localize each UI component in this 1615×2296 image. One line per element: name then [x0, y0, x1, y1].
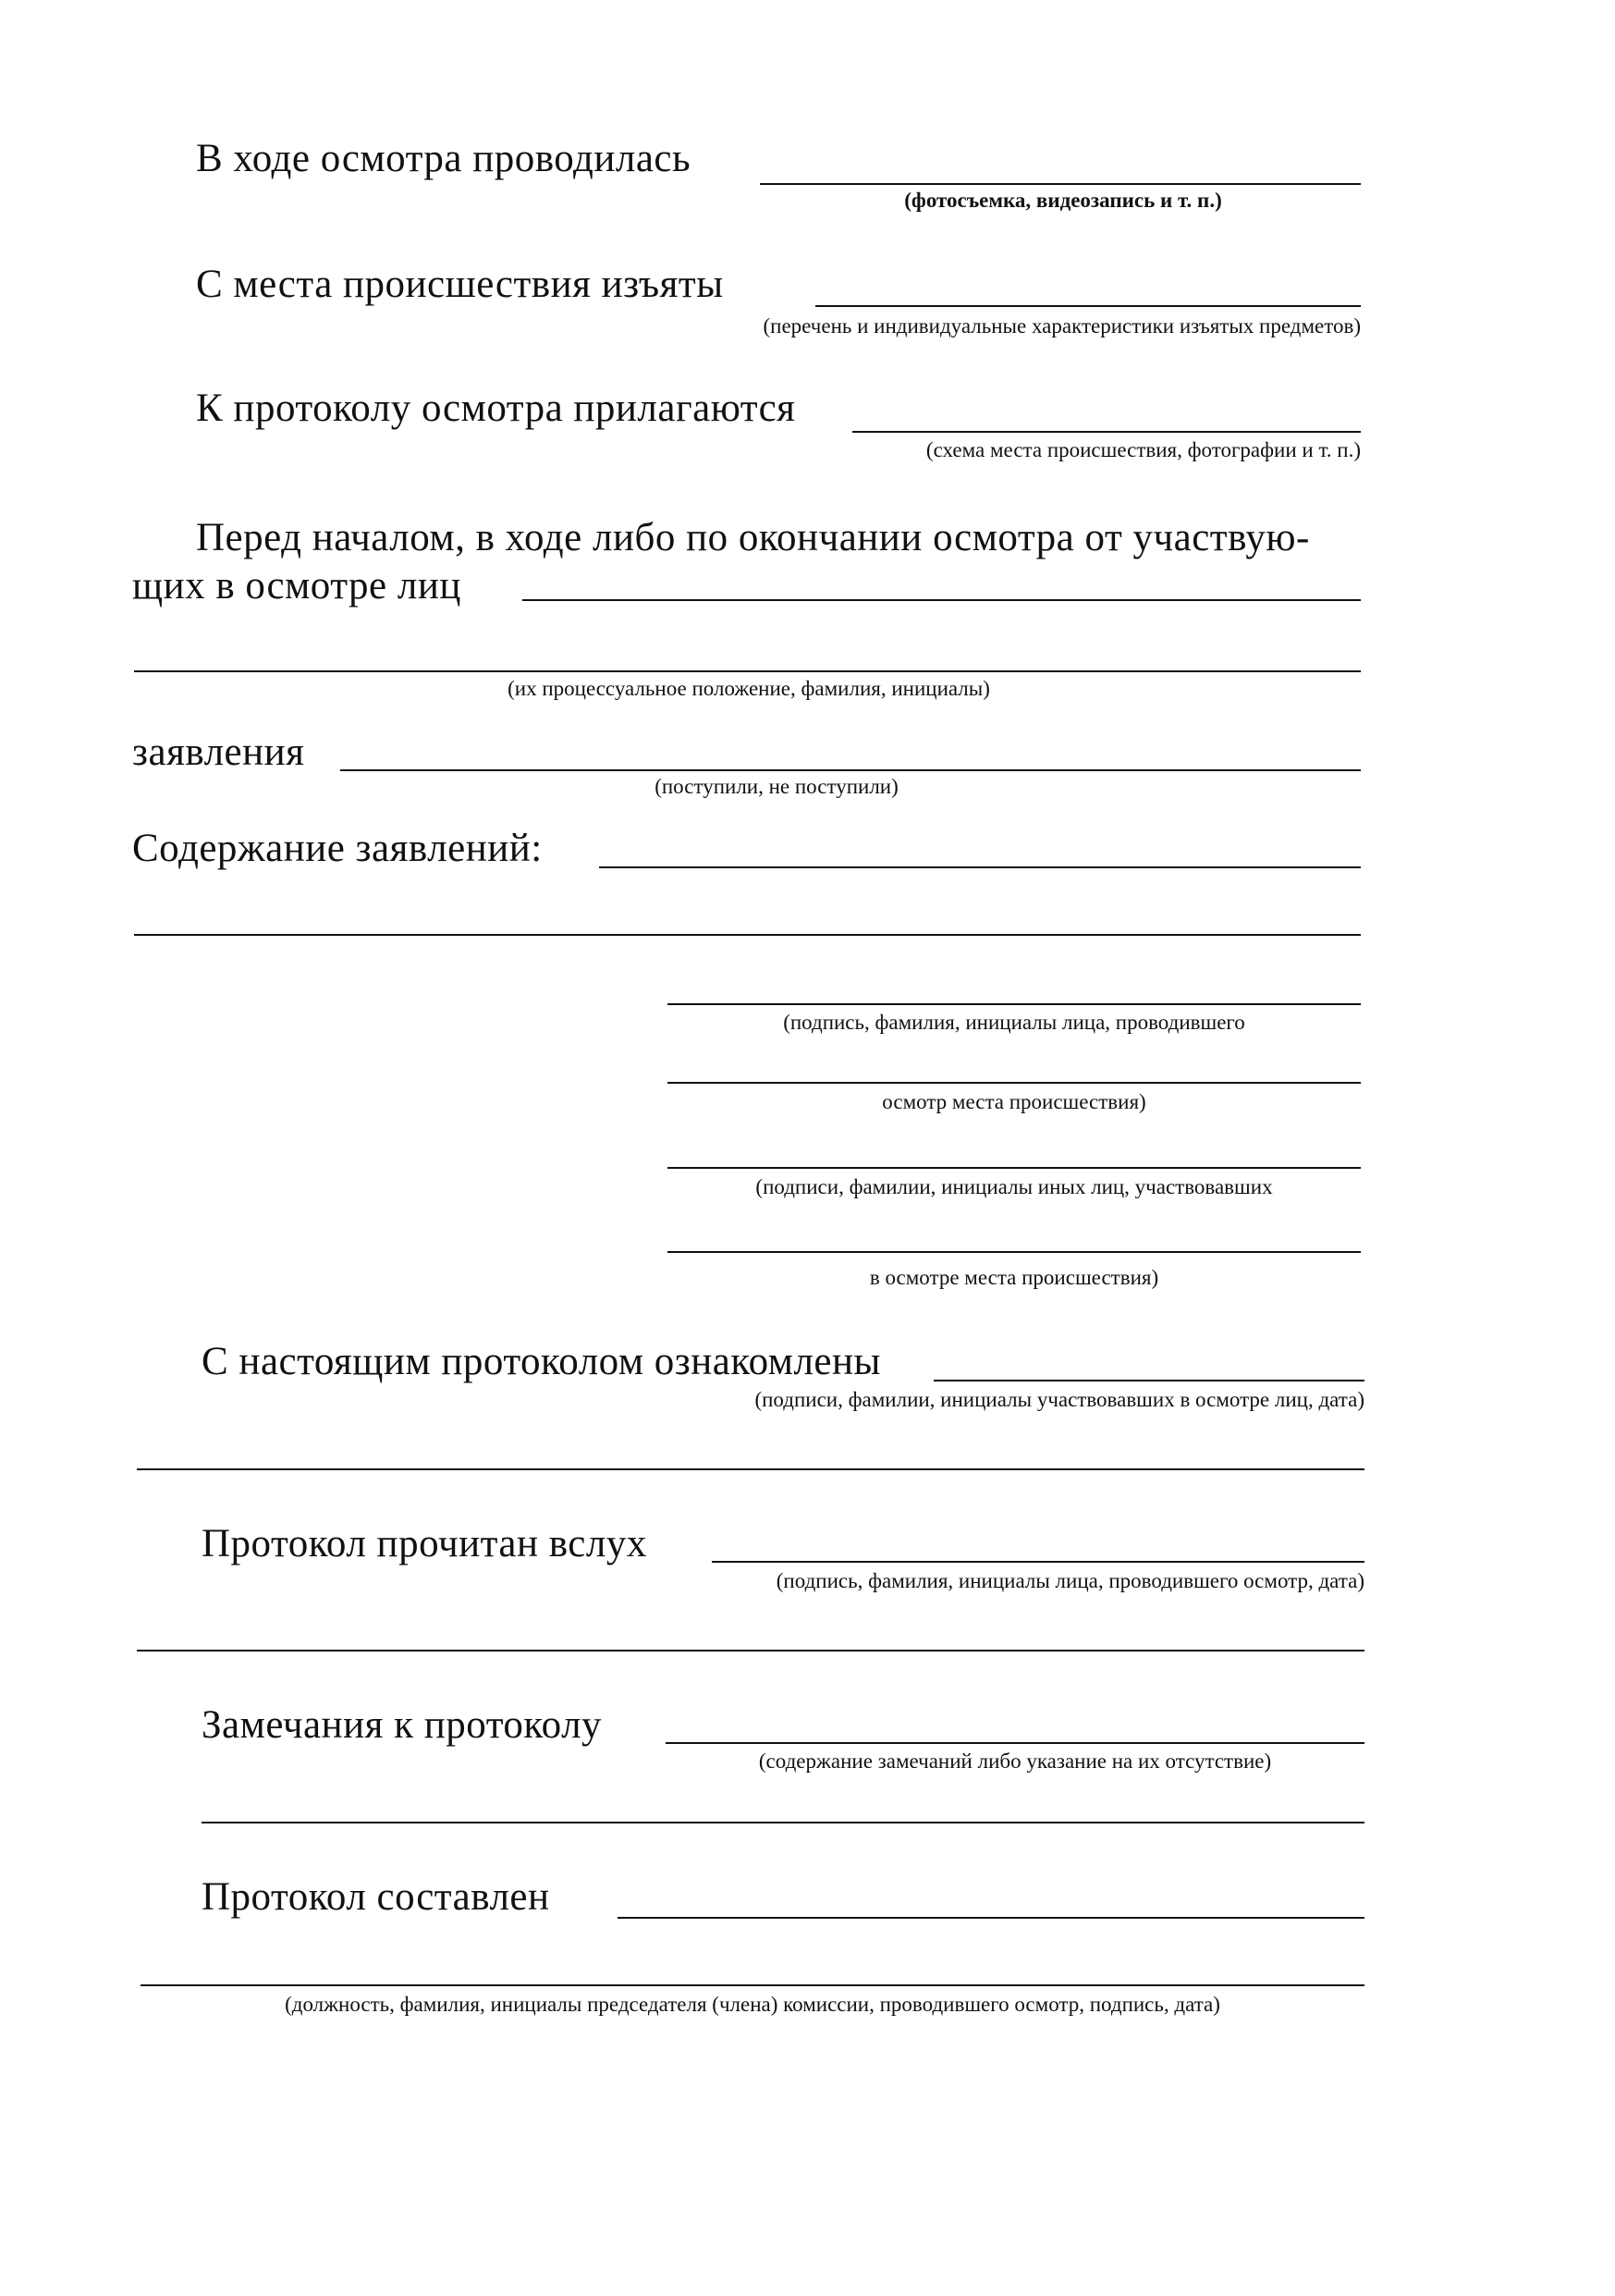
- compiled-label: Протокол составлен: [202, 1875, 550, 1919]
- attached-line[interactable]: [852, 431, 1361, 433]
- statements-line[interactable]: [340, 769, 1361, 771]
- shooting-caption: (фотосъемка, видеозапись и т. п.): [904, 189, 1222, 212]
- inspector-caption-2: осмотр места происшествия): [882, 1090, 1146, 1113]
- remarks-caption: (содержание замечаний либо указание на их отсутствие): [758, 1750, 1272, 1773]
- statements-label: заявления: [132, 731, 305, 774]
- statements-content-line-1[interactable]: [599, 866, 1361, 868]
- others-caption-2: в осмотре места происшествия): [869, 1266, 1159, 1289]
- seized-label: С места происшествия изъяты: [196, 263, 724, 306]
- statements-content-line-2[interactable]: [134, 934, 1361, 936]
- acquainted-label: С настоящим протоколом ознакомлены: [202, 1340, 881, 1383]
- inspector-caption-1: (подпись, фамилия, инициалы лица, проводившего: [783, 1011, 1245, 1034]
- read-aloud-label: Протокол прочитан вслух: [202, 1522, 647, 1565]
- compiled-line-1[interactable]: [618, 1917, 1364, 1919]
- remarks-line-1[interactable]: [666, 1742, 1364, 1744]
- acquainted-caption: (подписи, фамилии, инициалы участвовавших в осмотре лиц, дата): [754, 1388, 1364, 1411]
- participants-text-line-2: щих в осмотре лиц: [132, 564, 461, 608]
- participants-line-1[interactable]: [522, 599, 1361, 601]
- remarks-label: Замечания к протоколу: [202, 1703, 603, 1747]
- remarks-line-2[interactable]: [202, 1822, 1364, 1823]
- participants-caption: (их процессуальное положение, фамилия, инициалы): [508, 677, 990, 700]
- participants-line-2[interactable]: [134, 670, 1361, 672]
- compiled-line-2[interactable]: [141, 1984, 1364, 1986]
- shooting-line[interactable]: [760, 183, 1361, 185]
- seized-line[interactable]: [815, 305, 1361, 307]
- acquainted-line-1[interactable]: [934, 1380, 1364, 1381]
- attached-label: К протоколу осмотра прилагаются: [196, 387, 796, 430]
- statements-caption: (поступили, не поступили): [655, 775, 899, 798]
- others-signature-line-1[interactable]: [667, 1167, 1361, 1169]
- others-caption-1: (подписи, фамилии, инициалы иных лиц, участвовавших: [755, 1175, 1273, 1198]
- compiled-caption: (должность, фамилия, инициалы председателя (члена) комиссии, проводившего осмотр, подпись, дата): [285, 1993, 1220, 2016]
- seized-caption: (перечень и индивидуальные характеристики изъятых предметов): [763, 314, 1361, 338]
- inspector-signature-line-1[interactable]: [667, 1003, 1361, 1005]
- statements-content-label: Содержание заявлений:: [132, 827, 543, 870]
- participants-text-line-1: Перед началом, в ходе либо по окончании осмотра от участвую-: [196, 516, 1310, 559]
- read-aloud-caption: (подпись, фамилия, инициалы лица, проводившего осмотр, дата): [776, 1569, 1364, 1592]
- inspector-signature-line-2[interactable]: [667, 1082, 1361, 1084]
- shooting-label: В ходе осмотра проводилась: [196, 137, 691, 180]
- attached-caption: (схема места происшествия, фотографии и т. п.): [925, 438, 1361, 461]
- others-signature-line-2[interactable]: [667, 1251, 1361, 1253]
- acquainted-line-2[interactable]: [137, 1468, 1364, 1470]
- read-aloud-line-1[interactable]: [712, 1561, 1364, 1563]
- read-aloud-line-2[interactable]: [137, 1650, 1364, 1651]
